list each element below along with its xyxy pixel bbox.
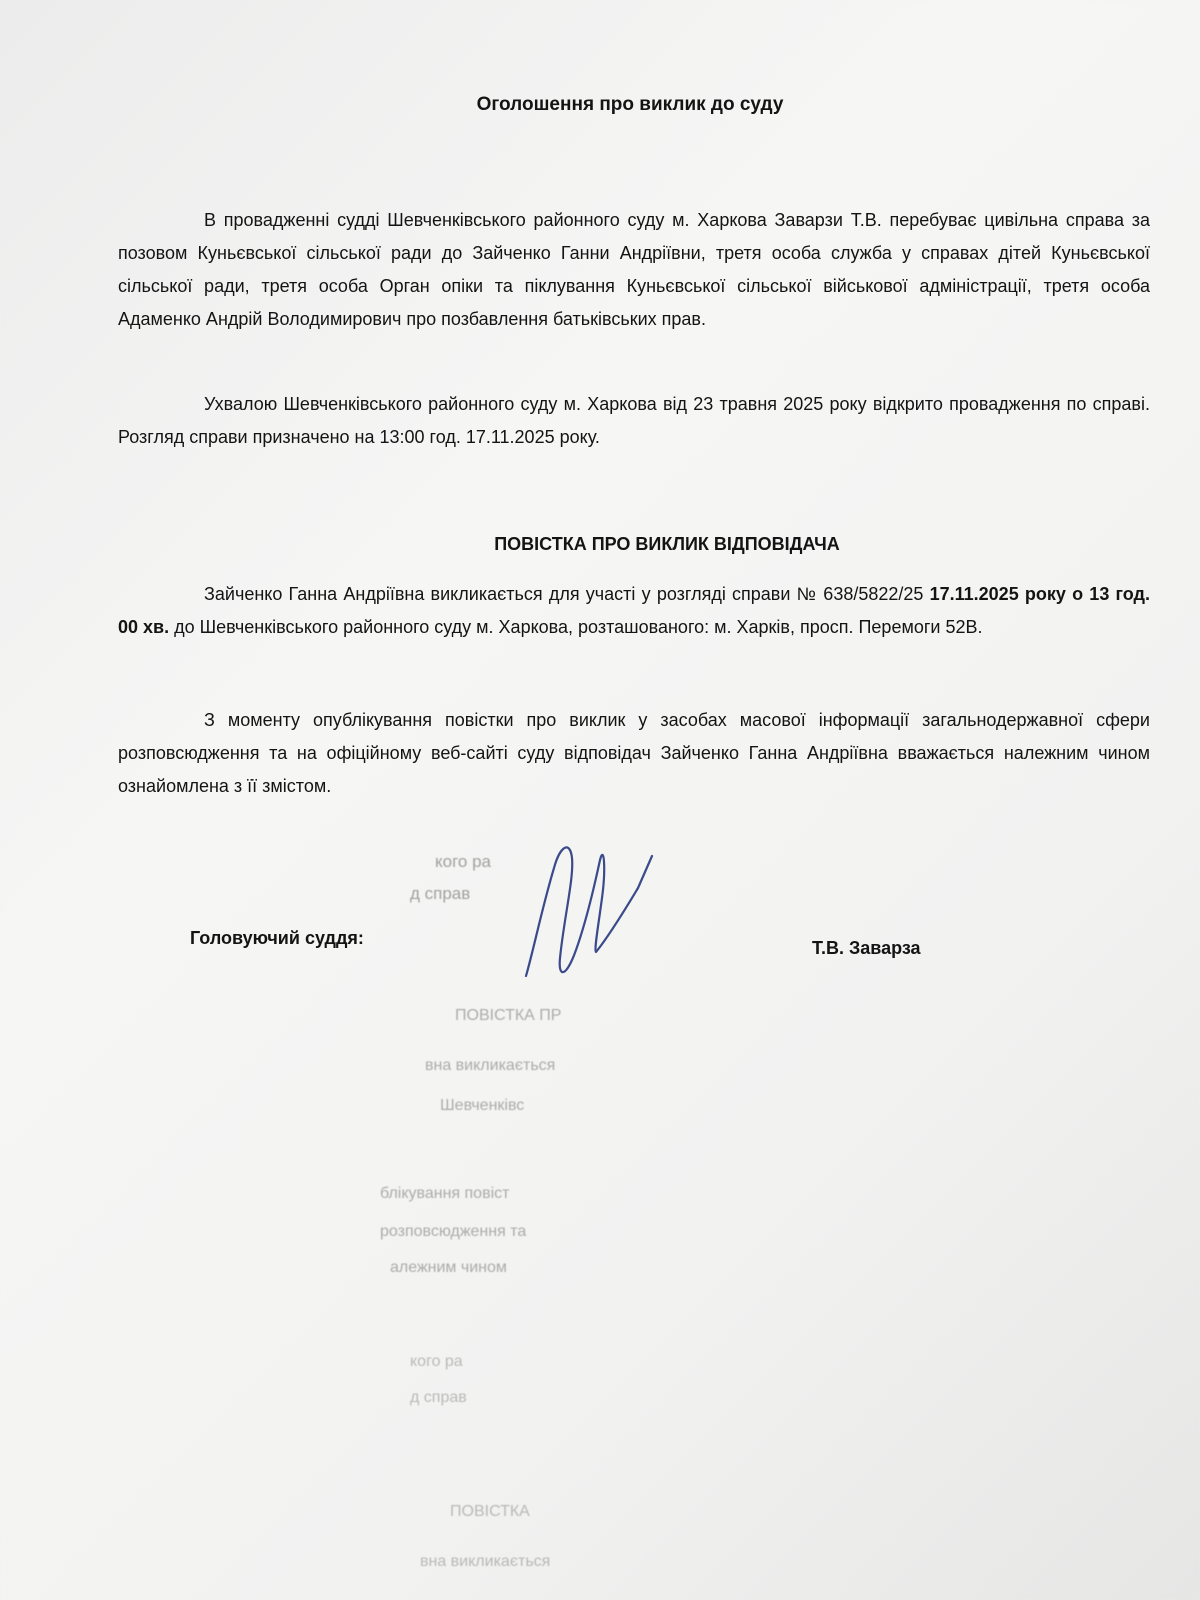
paragraph-notice xyxy=(118,704,1150,803)
section-title: ПОВІСТКА ПРО ВИКЛИК ВІДПОВІДАЧА xyxy=(494,534,840,554)
bleed-line: д справ xyxy=(410,884,471,903)
paragraph-summons-start: Зайченко Ганна Андріївна викликається для участі у розгляді справи № 638/5822/25 xyxy=(204,584,924,604)
bleed-line: кого ра xyxy=(410,1353,463,1370)
paragraph-summons xyxy=(118,578,1150,644)
signature-name: Т.В. Заварза xyxy=(812,938,921,958)
bleed-line: ПОВІСТКА ПР xyxy=(455,1007,562,1024)
document-title: Оголошення про виклик до суду xyxy=(476,94,784,115)
paragraph-notice-text: З моменту опублікування повістки про виклик у засобах масової інформації загальнодержавної сфери розповсюдження та на офіційному веб-сайті суду відповідач Зайченко Ганна Андріївна вважається належним чином ознайомлена з її змістом. xyxy=(118,710,1150,796)
handwritten-signature xyxy=(520,838,660,988)
paragraph-case-info-text: В провадженні судді Шевченківського районного суду м. Харкова Заварзи Т.В. перебуває цивільна справа за позовом Куньєвської сільської ради до Зайченко Ганни Андріївни, третя особа служба у справах дітей Куньєвської сільської ради, третя особа Орган опіки та піклування Куньєвської сільської військової адміністрації, третя особа Адаменко Андрій Володимирович про позбавлення батьківських прав. xyxy=(118,210,1150,329)
paragraph-summons-datetime: 17.11.2025 року о 13 год. 00 хв. xyxy=(118,584,1150,637)
bleed-line: кого ра xyxy=(435,852,491,871)
bleed-line: д справ xyxy=(410,1389,467,1406)
bleed-line: алежним чином xyxy=(390,1259,507,1276)
paragraph-ruling-text: Ухвалою Шевченківського районного суду м. Харкова від 23 травня 2025 року відкрито провадження по справі. Розгляд справи призначено на 13:00 год. 17.11.2025 року. xyxy=(118,394,1150,447)
paragraph-ruling xyxy=(118,388,1150,454)
signature-label: Головуючий суддя: xyxy=(190,928,364,948)
bleed-line: блікування повіст xyxy=(380,1185,510,1202)
bleed-line: вна викликається xyxy=(420,1553,551,1570)
paragraph-case-info xyxy=(118,204,1150,336)
bleed-line: вна викликається xyxy=(425,1057,556,1074)
bleed-line: Шевченківс xyxy=(440,1097,525,1114)
bleed-line: ПОВІСТКА xyxy=(450,1503,530,1520)
bleed-line: розповсюдження та xyxy=(380,1223,527,1240)
paragraph-summons-end: до Шевченківського районного суду м. Харкова, розташованого: м. Харків, просп. Перемоги 52В. xyxy=(174,617,983,637)
